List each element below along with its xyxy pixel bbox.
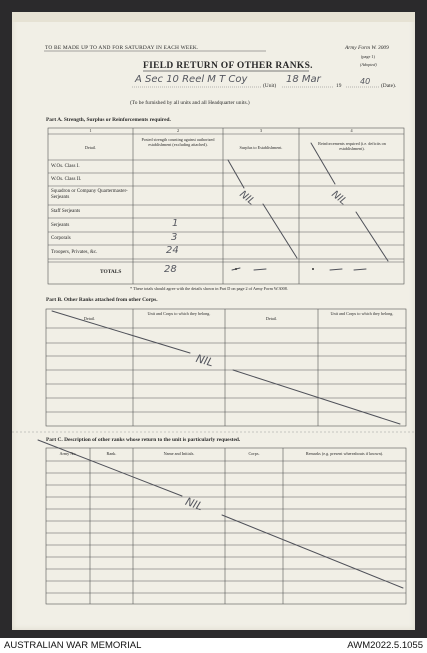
part-b-heading: Part B. Other Ranks attached from other Corps. bbox=[46, 297, 158, 303]
part-c-header-corps: Corps. bbox=[248, 451, 260, 456]
footer-accession-number: AWM2022.5.1055 bbox=[347, 640, 423, 651]
part-c-heading: Part C. Description of other ranks whose return to the unit is particularly requested. bbox=[46, 437, 241, 443]
part-a-heading: Part A. Strength, Surplus or Reinforcements required. bbox=[46, 117, 171, 123]
part-c-header-name: Name and Initials. bbox=[163, 451, 195, 456]
part-b-nil-mark: NIL bbox=[194, 352, 215, 370]
part-a-col-number-3: 3 bbox=[259, 128, 263, 133]
part-a-header-posted-strength: Posted strength counting against authorized establishment (excluding attached). bbox=[141, 137, 215, 147]
reinforcements-strike-lower bbox=[356, 212, 388, 261]
part-a-col-number-4: 4 bbox=[350, 128, 353, 133]
row-label-corporals: Corporals bbox=[51, 236, 71, 241]
part-c-strike-upper bbox=[38, 440, 182, 496]
posted-serjeants-value: 1 bbox=[172, 218, 179, 229]
part-c-nil-mark: NIL bbox=[183, 495, 205, 514]
totals-value: 28 bbox=[164, 264, 177, 275]
surplus-nil-mark: NIL bbox=[237, 189, 257, 208]
form-adopted-label: (Adopted) bbox=[360, 62, 377, 67]
row-label-wo-class-1: W.Os. Class I. bbox=[51, 164, 80, 169]
date-handwritten-value: 18 Mar bbox=[286, 74, 321, 85]
year-prefix: 19 bbox=[336, 83, 342, 89]
part-a-col-number-1: 1 bbox=[89, 128, 92, 133]
surplus-strike-lower bbox=[263, 204, 297, 258]
part-b-header-detail-1: Detail. bbox=[83, 316, 96, 321]
furnished-note: (To be furnished by all units and all Headquarter units.) bbox=[130, 100, 250, 106]
posted-troopers-value: 24 bbox=[166, 245, 179, 256]
year-handwritten-value: 40 bbox=[360, 77, 371, 86]
part-c-header-army-no: Army No. bbox=[59, 451, 77, 456]
part-c-header-remarks: Remarks (e.g. present whereabouts if known). bbox=[305, 451, 384, 456]
part-b-strike-lower bbox=[233, 370, 400, 424]
part-a-col-number-2: 2 bbox=[176, 128, 180, 133]
part-a-header-detail: Detail. bbox=[84, 145, 97, 150]
part-b-header-unit-1: Unit and Corps to which they belong. bbox=[147, 311, 211, 316]
unit-label: (Unit) bbox=[263, 83, 277, 89]
army-form-number: Army Form W. 3009 bbox=[345, 45, 389, 51]
part-c-header-rank: Rank. bbox=[106, 451, 117, 456]
form-instruction: TO BE MADE UP TO AND FOR SATURDAY IN EACH WEEK. bbox=[45, 45, 199, 51]
footer-institution: AUSTRALIAN WAR MEMORIAL bbox=[4, 640, 142, 651]
form-page-number: (page 1) bbox=[361, 54, 375, 59]
reinforcements-nil-mark: NIL bbox=[329, 189, 349, 208]
reinforcements-total-dash-2 bbox=[354, 269, 366, 270]
posted-corporals-value: 3 bbox=[171, 232, 178, 243]
part-b-header-unit-2: Unit and Corps to which they belong. bbox=[330, 311, 394, 316]
date-label: (Date). bbox=[381, 83, 397, 89]
row-label-cqms: Squadron or Company Quartermaster-Serjeants bbox=[51, 189, 128, 200]
part-a-footnote: * These totals should agree with the details shown in Part D on page 2 of Army Form W.3008. bbox=[130, 286, 288, 291]
row-label-staff-serjeants: Staff Serjeants bbox=[51, 209, 81, 214]
surplus-total-dash-2 bbox=[254, 269, 266, 270]
part-a-header-surplus: Surplus to Establishment. bbox=[239, 145, 283, 150]
totals-label: TOTALS bbox=[100, 269, 122, 275]
form-title: FIELD RETURN OF OTHER RANKS. bbox=[143, 61, 313, 71]
part-b-header-detail-2: Detail. bbox=[265, 316, 278, 321]
part-a-header-reinforcements: Reinforcements required (i.e. deficits on establishment). bbox=[318, 141, 386, 151]
reinforcements-total-dash bbox=[330, 269, 342, 270]
row-label-serjeants: Serjeants bbox=[51, 223, 70, 228]
unit-handwritten-value: A Sec 10 Reel M T Coy bbox=[135, 74, 248, 85]
row-label-wo-class-2: W.Os. Class II. bbox=[51, 177, 82, 182]
part-c-strike-lower bbox=[222, 515, 403, 588]
surplus-strike-upper bbox=[228, 160, 244, 188]
row-label-troopers: Troopers, Privates, &c. bbox=[51, 250, 98, 255]
